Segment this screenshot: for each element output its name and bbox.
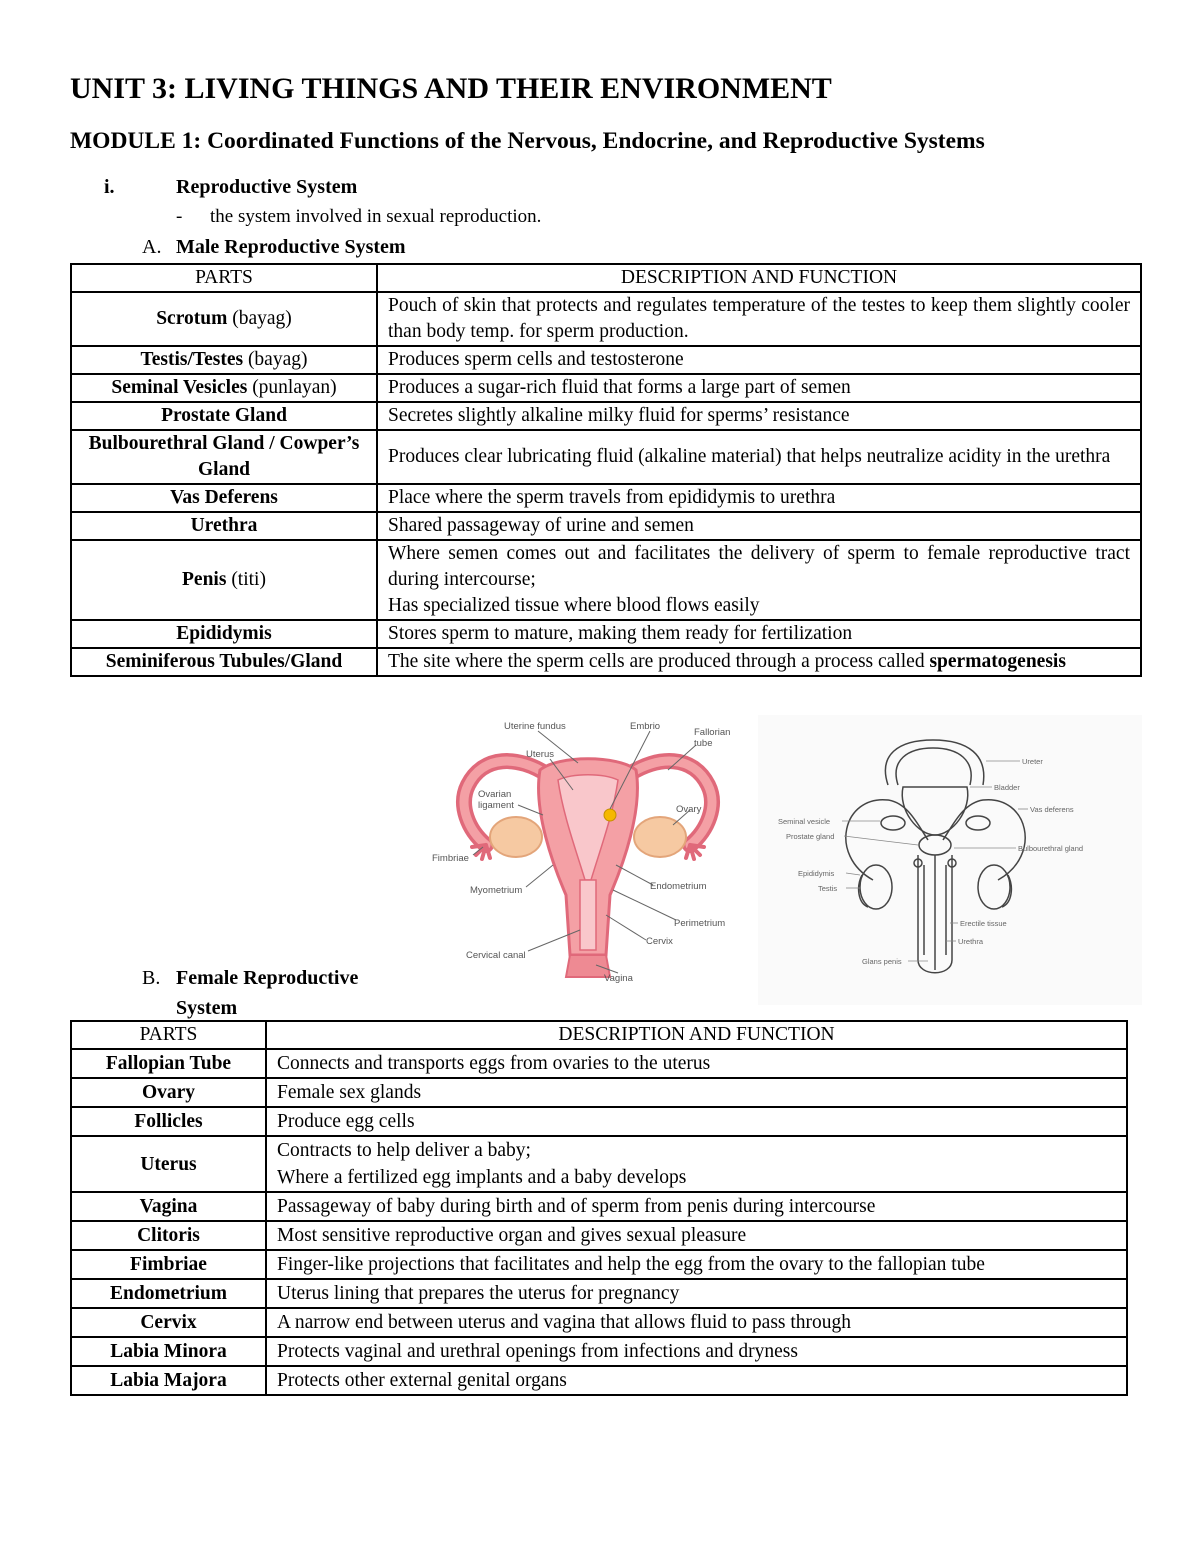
label-endometrium: Endometrium <box>650 881 707 892</box>
part-name: Scrotum <box>156 308 228 329</box>
part-description: Where semen comes out and facilitates the delivery of sperm to female reproductive tract during intercourse; <box>388 543 1130 590</box>
table-row <box>71 346 1141 374</box>
section-heading <box>104 176 357 199</box>
table-header-row <box>71 264 1141 292</box>
part-description-cell <box>266 1308 1127 1337</box>
male-table-body <box>71 292 1141 676</box>
table-row <box>71 484 1141 512</box>
section-title: Reproductive System <box>176 176 358 198</box>
label-embrio: Embrio <box>630 721 661 732</box>
part-name-cell <box>71 648 377 676</box>
part-local-name: (titi) <box>226 569 266 590</box>
label-ligament: ligament <box>478 800 514 811</box>
part-description-cell <box>266 1250 1127 1279</box>
part-name: Urethra <box>190 515 258 536</box>
part-description-cell <box>377 512 1141 540</box>
table-row <box>71 648 1141 676</box>
part-local-name: (punlayan) <box>247 377 337 398</box>
label-urethra: Urethra <box>958 937 984 946</box>
part-name-cell <box>71 512 377 540</box>
part-name-cell <box>71 1136 266 1192</box>
part-description-cell <box>377 484 1141 512</box>
female-section-title-line2: System <box>176 997 238 1019</box>
female-parts-table <box>70 1020 1128 1396</box>
table-header-row <box>71 1021 1127 1049</box>
part-description: Secretes slightly alkaline milky fluid for sperms’ resistance <box>388 405 850 426</box>
part-name-cell <box>71 292 377 346</box>
label-seminal-vesicle: Seminal vesicle <box>778 817 831 826</box>
part-name-cell <box>71 374 377 402</box>
table-row <box>71 292 1141 346</box>
table-row <box>71 512 1141 540</box>
label-bulbourethral-gland: Bulbourethral gland <box>1018 844 1084 853</box>
part-name: Fallopian Tube <box>105 1053 232 1074</box>
cervical-canal-shape <box>580 880 596 950</box>
part-description: Uterus lining that prepares the uterus for pregnancy <box>277 1283 680 1304</box>
part-description: Stores sperm to mature, making them ready for fertilization <box>388 623 853 644</box>
table-row <box>71 374 1141 402</box>
table-row <box>71 1078 1127 1107</box>
female-section-heading <box>142 963 402 1023</box>
part-local-name: (bayag) <box>243 349 308 370</box>
table-row <box>71 1136 1127 1192</box>
part-description-cell <box>266 1107 1127 1136</box>
label-uterus: Uterus <box>526 749 554 760</box>
part-description-line2: Where a fertilized egg implants and a baby develops <box>277 1167 687 1188</box>
part-description: The site where the sperm cells are produced through a process called <box>388 651 930 672</box>
part-name-cell <box>71 346 377 374</box>
part-description-cell <box>266 1279 1127 1308</box>
part-name: Testis/Testes <box>140 349 244 370</box>
part-name-cell <box>71 1366 266 1395</box>
table-row <box>71 402 1141 430</box>
part-name: Seminiferous Tubules/Gland <box>105 651 343 672</box>
embryo-dot <box>604 809 616 821</box>
label-fimbriae: Fimbriae <box>432 853 469 864</box>
label-tube: tube <box>694 738 713 749</box>
unit-title: UNIT 3: LIVING THINGS AND THEIR ENVIRONMENT <box>70 72 832 105</box>
table-row <box>71 540 1141 620</box>
part-name-cell <box>71 1221 266 1250</box>
table-row <box>71 1049 1127 1078</box>
part-description: Female sex glands <box>277 1082 422 1103</box>
part-description-cell <box>266 1049 1127 1078</box>
part-name-cell <box>71 430 377 484</box>
bullet-dash: - <box>176 206 183 227</box>
part-description: Pouch of skin that protects and regulates temperature of the testes to keep them slightly cooler than body temp. for sperm production. <box>388 295 1130 342</box>
part-description: Finger-like projections that facilitates and help the egg from the ovary to the fallopian tube <box>277 1254 985 1275</box>
part-name-cell <box>71 1078 266 1107</box>
table-row <box>71 1337 1127 1366</box>
table-row <box>71 1279 1127 1308</box>
label-prostate-gland: Prostate gland <box>786 832 835 841</box>
left-ovary <box>490 817 542 857</box>
label-glans-penis: Glans penis <box>862 957 902 966</box>
part-description: Protects other external genital organs <box>277 1370 567 1391</box>
part-description: A narrow end between uterus and vagina that allows fluid to pass through <box>277 1312 852 1333</box>
part-description: Produce egg cells <box>277 1111 415 1132</box>
part-name: Epididymis <box>176 623 272 644</box>
column-header-description: DESCRIPTION AND FUNCTION <box>377 264 1141 292</box>
part-name: Labia Majora <box>110 1370 227 1391</box>
part-description-cell <box>377 540 1141 620</box>
section-description <box>176 206 541 228</box>
label-testis: Testis <box>818 884 838 893</box>
part-description: Most sensitive reproductive organ and gives sexual pleasure <box>277 1225 747 1246</box>
female-section-letter: B. <box>142 967 161 989</box>
part-description-cell <box>377 402 1141 430</box>
part-name: Bulbourethral Gland / Cowper’s Gland <box>88 433 360 480</box>
label-cervix: Cervix <box>646 936 673 947</box>
part-name-cell <box>71 540 377 620</box>
part-local-name: (bayag) <box>227 308 292 329</box>
label-ovarian: Ovarian <box>478 789 512 800</box>
right-fimbriae <box>686 845 704 859</box>
table-row <box>71 1107 1127 1136</box>
part-description-cell <box>266 1337 1127 1366</box>
part-description-cell <box>377 648 1141 676</box>
part-name: Cervix <box>140 1312 197 1333</box>
male-reproductive-diagram <box>758 715 1142 1005</box>
part-name: Vas Deferens <box>170 487 278 508</box>
table-row <box>71 430 1141 484</box>
part-description: Protects vaginal and urethral openings from infections and dryness <box>277 1341 798 1362</box>
female-reproductive-diagram <box>428 715 748 1005</box>
table-row <box>71 1250 1127 1279</box>
part-description-emphasis: spermatogenesis <box>929 651 1066 672</box>
label-ureter: Ureter <box>1022 757 1043 766</box>
label-erectile-tissue: Erectile tissue <box>960 919 1007 928</box>
part-description: Produces a sugar-rich fluid that forms a large part of semen <box>388 377 851 398</box>
part-name: Fimbriae <box>130 1254 207 1275</box>
section-description-text: the system involved in sexual reproduction. <box>210 206 542 227</box>
part-name: Uterus <box>140 1153 197 1175</box>
part-name-cell <box>71 620 377 648</box>
section-number: i. <box>104 176 115 198</box>
part-description: Connects and transports eggs from ovaries to the uterus <box>277 1053 711 1074</box>
part-description-cell <box>266 1078 1127 1107</box>
part-description-cell <box>377 620 1141 648</box>
part-description: Produces sperm cells and testosterone <box>388 349 684 370</box>
part-name-cell <box>71 1107 266 1136</box>
male-section-heading <box>142 236 406 259</box>
label-epididymis: Epididymis <box>798 869 835 878</box>
part-name: Ovary <box>141 1082 196 1103</box>
part-name-cell <box>71 1337 266 1366</box>
table-row <box>71 620 1141 648</box>
part-description: Passageway of baby during birth and of sperm from penis during intercourse <box>277 1196 876 1217</box>
part-name: Vagina <box>139 1196 198 1217</box>
male-section-letter: A. <box>142 236 162 258</box>
part-description-line2: Has specialized tissue where blood flows easily <box>388 595 760 616</box>
female-section-title-line1: Female Reproductive <box>176 967 359 989</box>
label-cervical-canal: Cervical canal <box>466 950 526 961</box>
part-name: Endometrium <box>110 1283 227 1304</box>
part-name-cell <box>71 402 377 430</box>
part-description: Shared passageway of urine and semen <box>388 515 694 536</box>
label-vagina: Vagina <box>604 973 633 984</box>
male-section-title: Male Reproductive System <box>176 236 406 258</box>
part-description: Produces clear lubricating fluid (alkaline material) that helps neutralize acidity in the urethra <box>388 446 1111 467</box>
part-description: Contracts to help deliver a baby; <box>277 1140 531 1161</box>
table-row <box>71 1308 1127 1337</box>
label-uterine-fundus: Uterine fundus <box>504 721 566 732</box>
label-ovary: Ovary <box>676 804 702 815</box>
male-parts-table <box>70 263 1142 677</box>
part-description-cell <box>377 430 1141 484</box>
part-name: Penis <box>182 569 227 590</box>
label-bladder: Bladder <box>994 783 1020 792</box>
part-name: Labia Minora <box>110 1341 227 1362</box>
label-fallopian: Fallorian <box>694 727 731 738</box>
part-name-cell <box>71 1308 266 1337</box>
label-perimetrium: Perimetrium <box>674 918 726 929</box>
part-name: Prostate Gland <box>161 405 287 426</box>
column-header-parts: PARTS <box>71 1021 266 1049</box>
part-description-cell <box>266 1192 1127 1221</box>
label-vas-deferens: Vas deferens <box>1030 805 1074 814</box>
part-name: Clitoris <box>137 1225 200 1246</box>
part-name: Seminal Vesicles <box>111 377 248 398</box>
table-row <box>71 1366 1127 1395</box>
part-description-cell <box>266 1136 1127 1192</box>
part-name-cell <box>71 1250 266 1279</box>
part-name-cell <box>71 1279 266 1308</box>
part-description-cell <box>266 1221 1127 1250</box>
part-description-cell <box>377 346 1141 374</box>
left-fimbriae <box>472 845 490 859</box>
table-row <box>71 1192 1127 1221</box>
part-description: Place where the sperm travels from epididymis to urethra <box>388 487 836 508</box>
part-description-cell <box>266 1366 1127 1395</box>
column-header-parts: PARTS <box>71 264 377 292</box>
part-description-cell <box>377 292 1141 346</box>
right-ovary <box>634 817 686 857</box>
female-table-body <box>71 1049 1127 1395</box>
part-name-cell <box>71 1192 266 1221</box>
part-name: Follicles <box>134 1111 203 1132</box>
column-header-description: DESCRIPTION AND FUNCTION <box>266 1021 1127 1049</box>
part-description-cell <box>377 374 1141 402</box>
label-myometrium: Myometrium <box>470 885 523 896</box>
part-name-cell <box>71 484 377 512</box>
module-title: MODULE 1: Coordinated Functions of the Nervous, Endocrine, and Reproductive Systems <box>70 128 985 154</box>
part-name-cell <box>71 1049 266 1078</box>
table-row <box>71 1221 1127 1250</box>
